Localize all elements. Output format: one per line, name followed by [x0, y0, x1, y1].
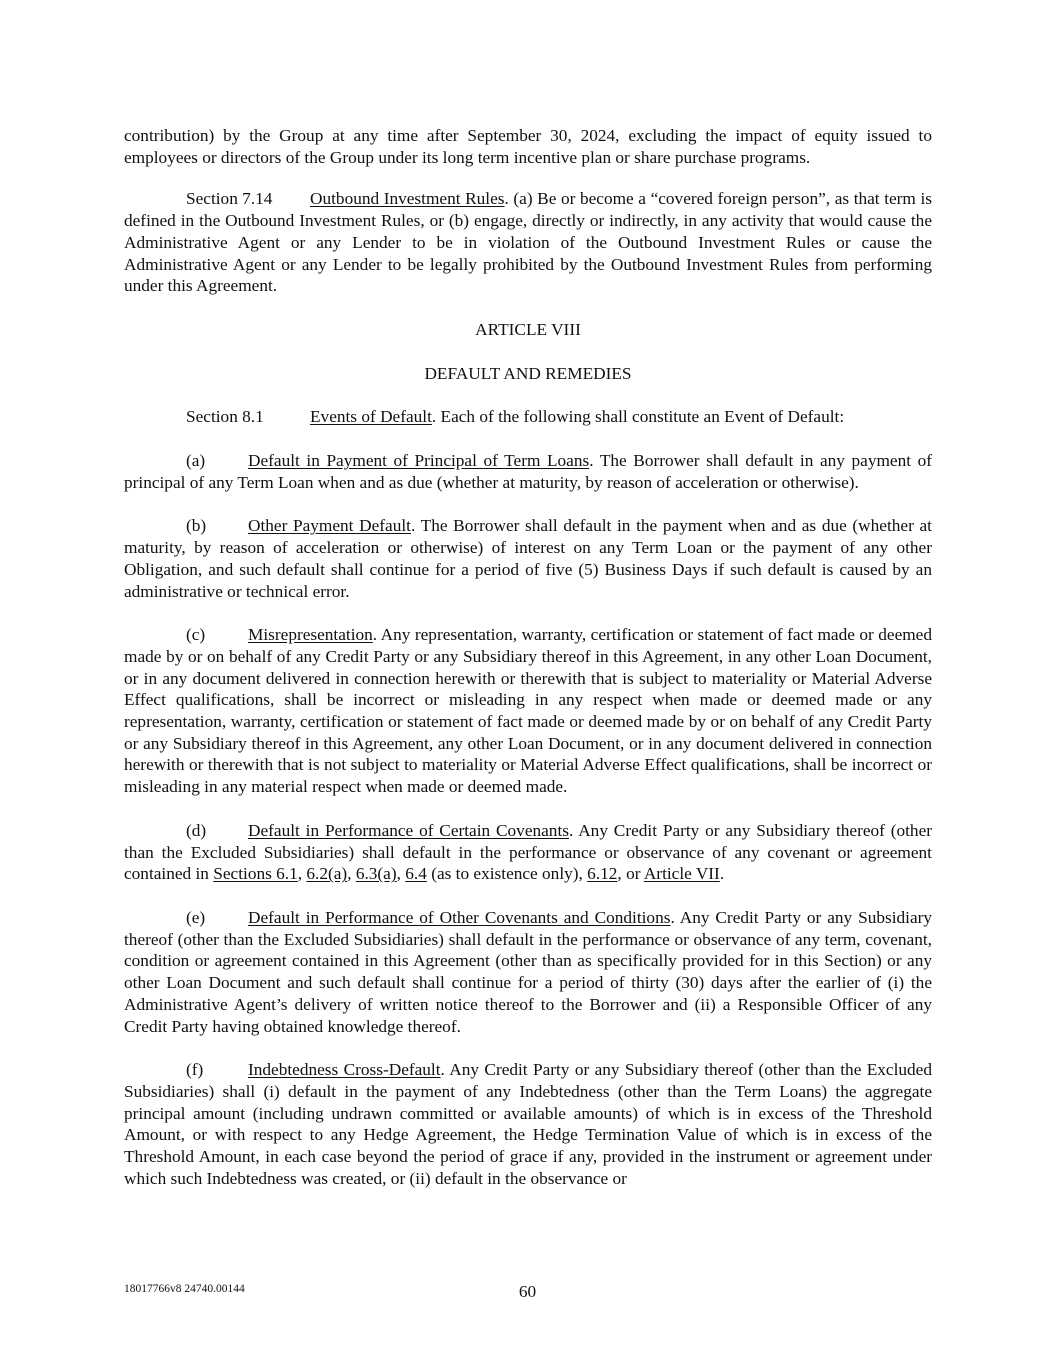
clause-label: (c): [186, 625, 206, 645]
document-id: 18017766v8 24740.00144: [124, 1283, 245, 1295]
clause-title: Other Payment Default: [248, 516, 411, 536]
section-7-14: [124, 188, 932, 297]
separator: , or: [617, 864, 644, 884]
clause-b: [124, 515, 932, 602]
clause-body: . Any Credit Party or any Subsidiary thereof (other than the Excluded Subsidiaries) shall default in the performance or observance of any term, covenant, condition or agreement contained in this Agreement (other than as specifically provided for in this Section) or any other Loan Document and such default shall continue for a period of thirty (30) days after the earlier of (i) the Administrative Agent’s delivery of written notice thereof to the Borrower and (ii) a Responsible Officer of any Credit Party having obtained knowledge thereof.: [124, 907, 933, 1036]
clause-label: (b): [186, 516, 207, 536]
clause-body: . The Borrower shall default in the payment when and as due (whether at maturity, by reason of acceleration or otherwise) of interest on any Term Loan or the payment of any other Obligation, and such default shall continue for a period of five (5) Business Days if such default is caused by an administrative or technical error.: [124, 516, 932, 601]
clause-body: . Any Credit Party or any Subsidiary thereof (other than the Excluded Subsidiaries) shall (i) default in the payment of any Indebtedness (other than the Term Loans) the aggregate principal amount (including undrawn committed or available amounts) of which is in excess of the Threshold Amount, or with respect to any Hedge Agreement, the Hedge Termination Value of which is in excess of the Threshold Amount, in each case beyond the period of grace if any, provided in the instrument or agreement under which such Indebtedness was created, or (ii) default in the observance or: [124, 1060, 932, 1188]
article-title: DEFAULT AND REMEDIES: [424, 363, 632, 383]
section-title: Outbound Investment Rules: [310, 189, 505, 209]
clause-a: [124, 450, 932, 493]
section-reference: 6.4: [405, 864, 427, 884]
clause-label: (f): [186, 1060, 204, 1080]
separator: ,: [396, 864, 406, 884]
section-8-1: [124, 406, 932, 428]
clause-title: Default in Payment of Principal of Term Loans: [248, 451, 590, 471]
separator: ,: [347, 864, 356, 884]
section-reference: Sections 6.1: [213, 864, 298, 884]
section-body: . Each of the following shall constitute an Event of Default:: [431, 407, 845, 427]
clause-e: [124, 907, 932, 1037]
clause-body: . Any Credit Party or any Subsidiary thereof (other than the Excluded Subsidiaries) shall default in the performance or observance of any covenant or agreement contained in: [124, 820, 932, 884]
clause-label: (e): [186, 907, 206, 927]
clause-body: . Any representation, warranty, certification or statement of fact made or deemed made by or on behalf of any Credit Party or any Subsidiary thereof in this Agreement, in any other Loan Document, or in any document delivered in connection herewith or therewith that is subject to materiality or Material Adverse Effect qualifications, shall be incorrect or misleading in any respect when made or deemed made or any representation, warranty, certification or statement of fact made or deemed made by or on behalf of any Credit Party or any Subsidiary thereof in this Agreement, any other Loan Document, or in any document delivered in connection herewith or therewith that is not subject to materiality or Material Adverse Effect qualifications, shall be incorrect or misleading in any material respect when made or deemed made.: [124, 625, 932, 797]
section-number: Section 7.14: [186, 189, 273, 209]
clause-title: Default in Performance of Certain Covenants: [248, 820, 569, 840]
article-number: ARTICLE VIII: [475, 319, 581, 339]
page-number: 60: [518, 1282, 537, 1301]
separator: (as to existence only),: [426, 864, 588, 884]
separator: .: [719, 864, 725, 884]
clause-title: Default in Performance of Other Covenants and Conditions: [248, 907, 671, 927]
paragraph-continuation: contribution) by the Group at any time after September 30, 2024, excluding the impact of equity issued to employees or directors of the Group under its long term incentive plan or share purchase programs.: [124, 126, 932, 167]
separator: ,: [297, 864, 307, 884]
clause-body: . The Borrower shall default in any payment of principal of any Term Loan when and as due (whether at maturity, by reason of acceleration or otherwise).: [124, 451, 933, 492]
clause-title: Indebtedness Cross-Default: [248, 1060, 441, 1080]
document-page: [124, 125, 932, 1211]
section-reference: 6.3(a): [355, 864, 397, 884]
section-number: Section 8.1: [186, 407, 264, 427]
section-reference: 6.2(a): [306, 864, 348, 884]
section-body: . (a) Be or become a “covered foreign person”, as that term is defined in the Outbound Investment Rules, or (b) engage, directly or indirectly, in any activity that would cause the Administrative Agent or any Lender to be in violation of the Outbound Investment Rules or cause the Administrative Agent or any Lender to be legally prohibited by the Outbound Investment Rules from performing under this Agreement.: [124, 189, 932, 296]
clause-label: (a): [186, 451, 206, 471]
clause-title: Misrepresentation: [248, 625, 373, 645]
section-title: Events of Default: [310, 407, 432, 427]
clause-label: (d): [186, 820, 207, 840]
clause-d: [124, 820, 932, 885]
clause-c: [124, 624, 932, 798]
article-reference: Article VII: [643, 864, 720, 884]
section-reference: 6.12: [587, 864, 618, 884]
clause-f: [124, 1059, 932, 1189]
